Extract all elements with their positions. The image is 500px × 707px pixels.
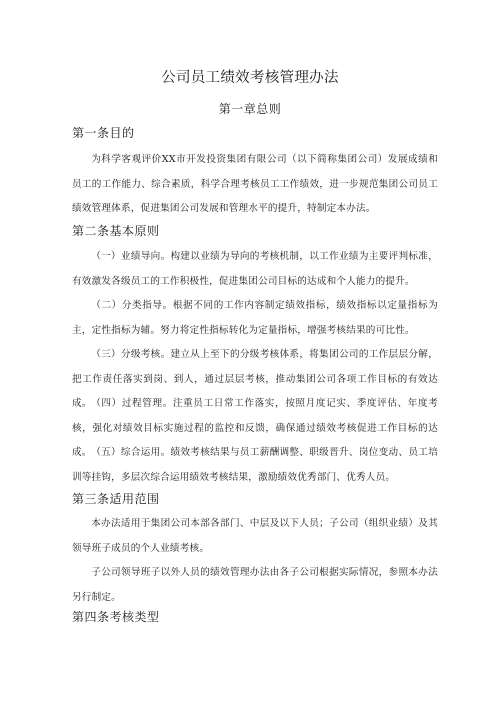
paragraph-principle-1: （一）业绩导向。构建以业绩为导向的考核机制，以工作业绩为主要评判标准，有效激发各级员工的工作积极性，促进集团公司目标的达成和个人能力的提升。 [72, 251, 438, 287]
section-heading-scope: 第三条适用范围 [72, 492, 160, 506]
paragraph-principle-4: （四）过程管理。注重员工日常工作落实，按照月度记实、季度评估、年度考核，强化对绩效目标实施过程的监控和反馈，确保通过绩效考核促进工作目标的达成。 [72, 398, 438, 458]
section-heading-types: 第四条考核类型 [72, 610, 160, 624]
paragraph-scope-1: 本办法适用于集团公司本部各部门、中层及以下人员；子公司（组织业绩）及其领导班子成员的个人业绩考核。 [72, 518, 438, 554]
chapter-heading: 第一章总则 [218, 102, 282, 116]
paragraph-purpose: 为科学客观评价XX市开发投资集团有限公司（以下简称集团公司）发展成绩和员工的工作能力、综合素质，科学合理考核员工工作绩效，进一步规范集团公司员工绩效管理体系，促进集团公司发展和管理水平的提升，特制定本办法。 [72, 154, 438, 214]
section-heading-principles: 第二条基本原则 [72, 224, 160, 238]
section-heading-purpose: 第一条目的 [72, 126, 135, 140]
paragraph-principle-2: （二）分类指导。根据不同的工作内容制定绩效指标，绩效指标以定量指标为主，定性指标为辅。努力将定性指标转化为定量指标，增强考核结果的可比性。 [72, 300, 438, 336]
paragraph-principle-5: （五）综合运用。绩效考核结果与员工薪酬调整、职级晋升、岗位变动、员工培训等挂钩，多层次综合运用绩效考核结果，激励绩效优秀部门、优秀人员。 [72, 447, 438, 483]
document-title: 公司员工绩效考核管理办法 [161, 70, 339, 86]
paragraph-scope-2: 子公司领导班子以外人员的绩效管理办法由各子公司根据实际情况，参照本办法另行制定。 [72, 567, 438, 603]
paragraph-principle-3: （三）分级考核。建立从上至下的分级考核体系，将集团公司的工作层层分解，把工作责任落实到岗、到人，通过层层考核，推动集团公司各项工作目标的有效达成。 [72, 349, 438, 409]
